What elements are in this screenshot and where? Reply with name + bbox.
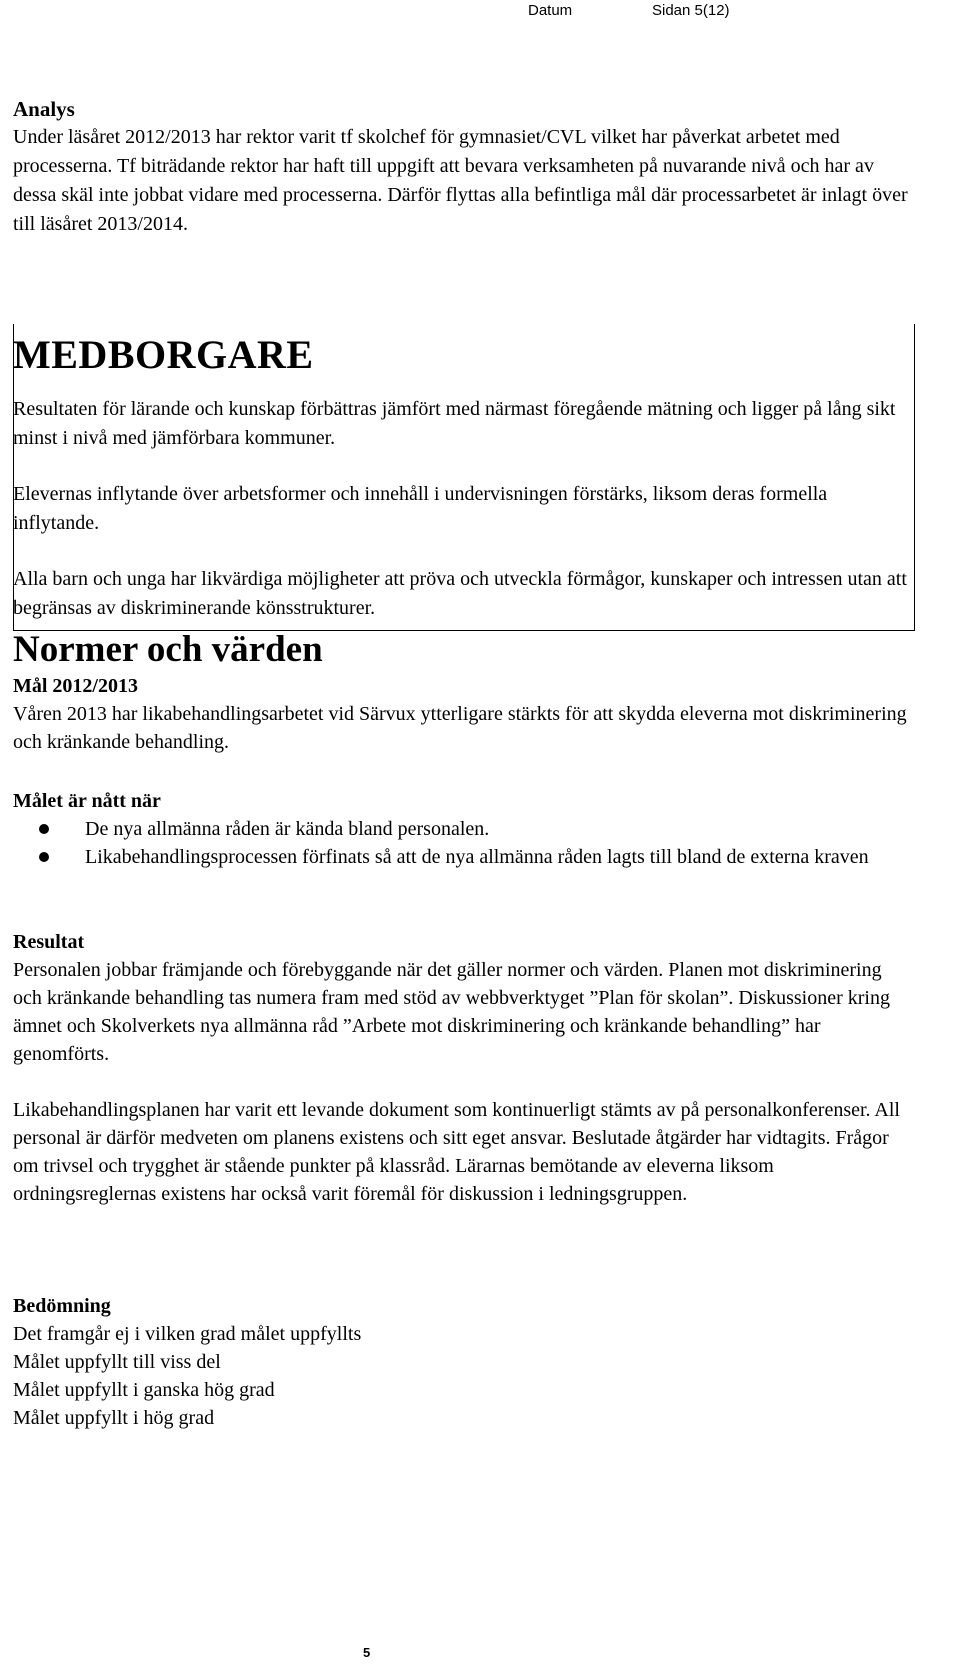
uppnatt-heading: Målet är nått när bbox=[13, 790, 161, 812]
bedomning-option: Målet uppfyllt i hög grad bbox=[13, 1407, 215, 1429]
list-item bbox=[13, 843, 913, 871]
analys-paragraph: Under läsåret 2012/2013 har rektor varit tf skolchef för gymnasiet/CVL vilket har påverkat arbetet med processerna. Tf biträdande rektor har haft till uppgift att bevara verksamheten på nuvarande nivå och har av dessa skäl inte jobbat vidare med processerna. Därför flyttas alla befintliga mål där processarbetet är inlagt över till läsåret 2013/2014. bbox=[13, 126, 908, 235]
mal-section bbox=[13, 672, 913, 756]
bullet-icon bbox=[39, 852, 49, 862]
uppnatt-list bbox=[13, 815, 913, 871]
analys-heading: Analys bbox=[13, 97, 75, 121]
resultat-heading: Resultat bbox=[13, 931, 85, 953]
page-number: 5 bbox=[363, 1645, 371, 1660]
header-page-indicator: Sidan 5(12) bbox=[652, 2, 730, 19]
page-header bbox=[0, 0, 960, 30]
medborgare-paragraph: Elevernas inflytande över arbetsformer och innehåll i undervisningen förstärks, liksom deras formella inflytande. bbox=[13, 483, 828, 534]
normer-heading: Normer och värden bbox=[13, 629, 323, 670]
resultat-section bbox=[13, 928, 913, 1208]
mal-text: Våren 2013 har likabehandlingsarbetet vid Särvux ytterligare stärkts för att skydda eleverna mot diskriminering och kränkande behandling. bbox=[13, 703, 907, 753]
bedomning-option: Det framgår ej i vilken grad målet uppfyllts bbox=[13, 1323, 362, 1345]
list-item-text: De nya allmänna råden är kända bland personalen. bbox=[85, 818, 490, 840]
medborgare-paragraph: Alla barn och unga har likvärdiga möjligheter att pröva och utveckla förmågor, kunskaper och intressen utan att begränsas av diskriminerande könsstrukturer. bbox=[13, 568, 907, 619]
analys-section bbox=[13, 95, 913, 239]
bedomning-section bbox=[13, 1292, 913, 1432]
bedomning-option: Målet uppfyllt i ganska hög grad bbox=[13, 1379, 275, 1401]
bedomning-option: Målet uppfyllt till viss del bbox=[13, 1351, 221, 1373]
resultat-paragraph: Likabehandlingsplanen har varit ett levande dokument som kontinuerligt stämts av på personalkonferenser. All personal är därför medveten om planens existens och sitt eget ansvar. Beslutade åtgärder har vidtagits. Frågor om trivsel och trygghet är stående punkter på klassråd. Lärarnas bemötande av eleverna liksom ordningsreglernas existens har också varit föremål för diskussion i ledningsgruppen. bbox=[13, 1099, 900, 1205]
uppnatt-section bbox=[13, 787, 913, 871]
resultat-paragraph: Personalen jobbar främjande och förebyggande när det gäller normer och värden. Planen mot diskriminering och kränkande behandling tas numera fram med stöd av webbverktyget ”Plan för skolan”. Diskussioner kring ämnet och Skolverkets nya allmänna råd ”Arbete mot diskriminering och kränkande behandling” har genomförts. bbox=[13, 959, 890, 1065]
medborgare-paragraph: Resultaten för lärande och kunskap förbättras jämfört med närmast föregående mätning och ligger på lång sikt minst i nivå med jämförbara kommuner. bbox=[13, 398, 896, 449]
list-item bbox=[13, 815, 913, 843]
header-date: Datum bbox=[528, 2, 573, 19]
document-body bbox=[13, 95, 913, 1429]
bedomning-heading: Bedömning bbox=[13, 1295, 111, 1317]
medborgare-goals bbox=[13, 395, 913, 650]
medborgare-heading: MEDBORGARE bbox=[13, 332, 314, 377]
list-item-text: Likabehandlingsprocessen förfinats så att de nya allmänna råden lagts till bland de externa kraven bbox=[85, 846, 869, 868]
mal-heading: Mål 2012/2013 bbox=[13, 675, 138, 697]
bullet-icon bbox=[39, 824, 49, 834]
